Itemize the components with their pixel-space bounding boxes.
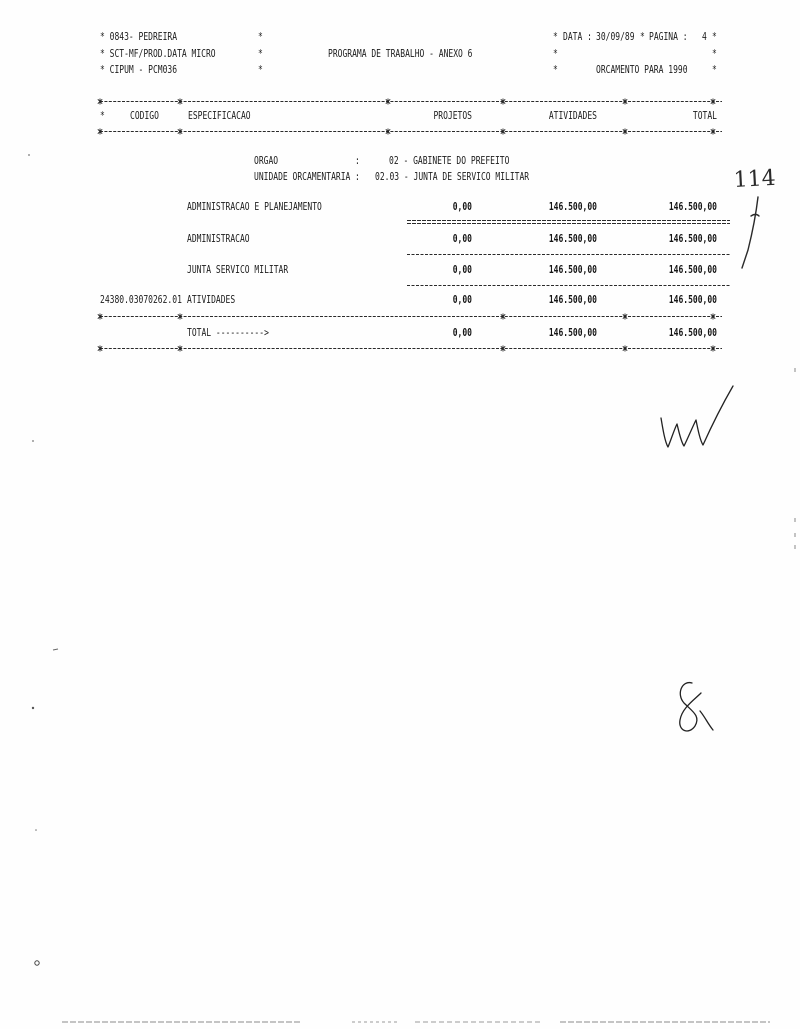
column-header-projects: PROJETOS xyxy=(433,109,472,122)
grand-total-label: TOTAL ----------> xyxy=(187,326,269,339)
page-label: PAGINA : xyxy=(649,30,688,43)
header-border-char: * xyxy=(553,63,558,76)
budget-unit-separator: : xyxy=(355,170,360,183)
organ-separator: : xyxy=(355,154,360,167)
column-header-code: CODIGO xyxy=(130,109,159,122)
row-activities-value: 146.500,00 xyxy=(548,200,597,213)
handwritten-signature xyxy=(661,386,733,447)
page-number: 4 xyxy=(702,30,707,43)
organ-value: 02 - GABINETE DO PREFEITO xyxy=(389,154,510,167)
row-projects-value: 0,00 xyxy=(452,200,472,213)
row-projects-value: 0,00 xyxy=(452,232,472,245)
handwritten-folio-number: 114 xyxy=(733,165,777,193)
report-title: PROGRAMA DE TRABALHO - ANEXO 6 xyxy=(328,47,473,60)
column-header-specification: ESPECIFICACAO xyxy=(188,109,251,122)
scan-speck xyxy=(32,707,34,709)
header-border-char: * xyxy=(258,47,263,60)
date-value: 30/09/89 xyxy=(596,30,635,43)
row-specification: ATIVIDADES xyxy=(187,293,236,306)
row-activities-value: 146.500,00 xyxy=(548,232,597,245)
column-border-char: * xyxy=(100,109,105,122)
header-system-line: * SCT-MF/PROD.DATA MICRO xyxy=(100,47,216,60)
header-border-char: * xyxy=(712,30,717,43)
handwritten-initial xyxy=(680,683,713,731)
header-border-char: * xyxy=(258,63,263,76)
scan-speck xyxy=(32,440,34,442)
row-specification: ADMINISTRACAO xyxy=(187,232,250,245)
budget-unit-label: UNIDADE ORCAMENTARIA xyxy=(254,170,351,183)
column-header-activities: ATIVIDADES xyxy=(548,109,597,122)
header-org-line: * 0843- PEDREIRA xyxy=(100,30,178,43)
row-activities-value: 146.500,00 xyxy=(548,263,597,276)
row-specification: JUNTA SERVICO MILITAR xyxy=(187,263,289,276)
scan-speck xyxy=(35,961,39,965)
row-code: 24380.03070262.01 xyxy=(100,293,182,306)
grand-total-value: 146.500,00 xyxy=(668,326,717,339)
row-total-value: 146.500,00 xyxy=(668,293,717,306)
scan-speck xyxy=(35,829,37,831)
header-border-char: * xyxy=(640,30,645,43)
header-border-char: * xyxy=(712,63,717,76)
row-total-value: 146.500,00 xyxy=(668,200,717,213)
row-total-value: 146.500,00 xyxy=(668,232,717,245)
date-label: DATA : xyxy=(563,30,592,43)
column-header-total: TOTAL xyxy=(692,109,717,122)
row-projects-value: 0,00 xyxy=(452,263,472,276)
header-border-char: * xyxy=(553,47,558,60)
scan-speck xyxy=(53,649,58,650)
budget-year-label: ORCAMENTO PARA 1990 xyxy=(596,63,688,76)
header-border-char: * xyxy=(553,30,558,43)
row-total-value: 146.500,00 xyxy=(668,263,717,276)
folio-slash-stroke xyxy=(742,197,759,268)
organ-label: ORGAO xyxy=(254,154,279,167)
budget-unit-value: 02.03 - JUNTA DE SERVICO MILITAR xyxy=(375,170,530,183)
row-projects-value: 0,00 xyxy=(452,293,472,306)
row-specification: ADMINISTRACAO E PLANEJAMENTO xyxy=(187,200,322,213)
header-border-char: * xyxy=(258,30,263,43)
scan-speck xyxy=(28,154,30,156)
grand-total-activities: 146.500,00 xyxy=(548,326,597,339)
header-program-line: * CIPUM - PCM036 xyxy=(100,63,178,76)
grand-total-projects: 0,00 xyxy=(452,326,472,339)
header-border-char: * xyxy=(712,47,717,60)
row-activities-value: 146.500,00 xyxy=(548,293,597,306)
